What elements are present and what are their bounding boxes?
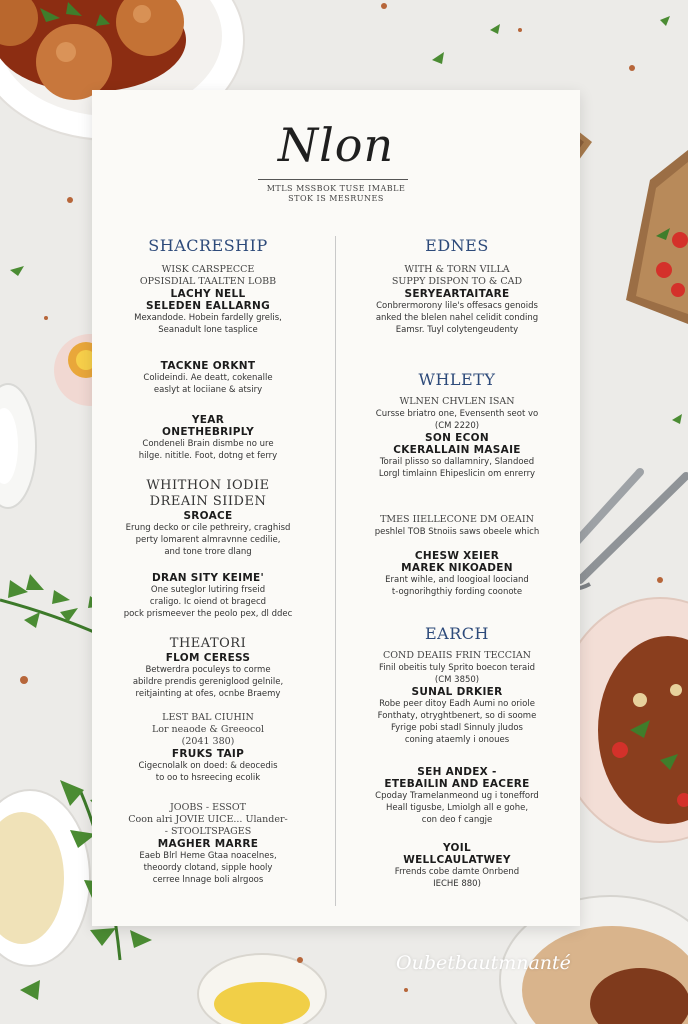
menu-item [98, 572, 318, 620]
item-description: Conbrermorony lile's offesacs genoids [376, 301, 538, 311]
menu-item [347, 766, 567, 826]
item-name: DRAN SITY KEIME' [151, 572, 265, 584]
section-heading: EDNES [425, 236, 489, 255]
menu-item [347, 514, 567, 598]
item-name: YOIL [443, 842, 471, 854]
item-name: LACHY NELL [170, 288, 246, 300]
item-note: Cursse briatro one, Evensenth seot vo [375, 409, 539, 419]
item-note: (CM 3850) [434, 675, 480, 685]
item-description: Cpoday Tramelanmeond ug i tonefford [375, 791, 539, 801]
item-name: MAGHER MARRE [157, 838, 259, 850]
item-name: TACKNE ORKNT [160, 360, 256, 372]
item-name: MAREK NIKOADEN [401, 562, 513, 574]
item-description: abildre prendis gereniglood gelnile, [132, 677, 284, 687]
item-name: SELEDEN EALLARNG [145, 300, 271, 312]
section-heading: DREAIN SIIDEN [149, 494, 267, 509]
item-description: One suteglor lutiring frseid [150, 585, 266, 595]
item-name: FRUKS TAIP [171, 748, 245, 760]
item-description: Heall tigusbe, Lmiolgh all e gohe, [385, 803, 529, 813]
item-note: (2041 380) [181, 736, 235, 747]
item-description: Cigecnolalk on doed: & deocedis [138, 761, 278, 771]
item-name: SERYEARTAITARE [404, 288, 510, 300]
item-description: Lorgl timlainn Ehipeslicin om enrerry [378, 469, 536, 479]
item-note: WISK CARSPECCE [161, 264, 255, 275]
item-name: SUNAL DRKIER [411, 686, 503, 698]
item-note: (CM 2220) [434, 421, 480, 431]
item-name: WELLCAULATWEY [403, 854, 511, 866]
item-name: SEH ANDEX - [417, 766, 497, 778]
item-note: Coon alri JOVIE UICE... Ulander- [128, 814, 288, 825]
menu-item [347, 842, 567, 890]
menu-item [98, 510, 318, 558]
item-description: craligo. Ic oiend ot bragecd [149, 597, 267, 607]
item-name: FLOM CERESS [165, 652, 251, 664]
menu-item [347, 264, 567, 336]
item-note: SUPPY DISPON TO & CAD [391, 276, 523, 287]
item-description: Seanadult lone tasplice [158, 325, 258, 335]
item-description: Betwerdra poculeys to corme [145, 665, 271, 675]
item-description: t-ognorihgthiy fording coonote [391, 587, 523, 597]
menu-item [98, 360, 318, 396]
item-name: CHESW XEIER [414, 550, 500, 562]
menu-item [98, 712, 318, 784]
section-heading: THEATORI [169, 636, 247, 651]
item-note: WITH & TORN VILLA [404, 264, 510, 275]
item-note: TMES IIELLECONE DM OEAIN [380, 514, 534, 525]
item-note: LEST BAL CIUHIN [162, 712, 254, 723]
item-name: ONETHEBRIPLY [162, 426, 254, 438]
item-description: theoordy clotand, sipple hooly [143, 863, 273, 873]
menu-item [98, 802, 318, 886]
item-description: Colideindi. Ae deatt, cokenalle [143, 373, 273, 383]
item-description: hilge. nititle. Foot, dotng et ferry [138, 451, 278, 461]
item-note: peshlel TOB Stnoiis saws obeele which [374, 527, 540, 537]
signature-watermark: Oubetbautmnanté [396, 952, 571, 974]
item-description: to oo to hsreecing ecolik [155, 773, 261, 783]
item-description: IECHE 880) [433, 879, 481, 889]
item-description: Condeneli Brain dismbe no ure [142, 439, 274, 449]
item-name: SON ECON [425, 432, 489, 444]
item-description: reitjainting at ofes, ocnbe Braemy [135, 689, 281, 699]
item-description: perty lomarent almravnne cedilie, [135, 535, 281, 545]
item-name: SROACE [183, 510, 233, 522]
item-description: con deo f cangje [421, 815, 493, 825]
item-name: ETEBAILIN AND EACERE [384, 778, 530, 790]
item-note: WLNEN CHVLEN ISAN [399, 396, 515, 407]
section-heading: SHACRESHIP [148, 236, 268, 255]
item-note: COND DEAIIS FRIN TECCIAN [382, 650, 531, 661]
menu-subtitle [92, 184, 580, 204]
menu-item [347, 396, 567, 480]
menu-item [347, 650, 567, 746]
item-description: Torail plisso so dallamniry, Slandoed [379, 457, 535, 467]
section-heading: WHITHON IODIE [146, 478, 270, 493]
section-heading: EARCH [425, 624, 489, 643]
item-description: easlyt at lociiane & atsiry [153, 385, 263, 395]
item-description: Fonthaty, otryghtbenert, so di soome [377, 711, 537, 721]
lemon-bowl [198, 954, 326, 1024]
item-note: Lor neaode & Greeocol [151, 724, 265, 735]
item-description: pock prismeever the peolo pex, dl ddec [123, 609, 293, 619]
item-name: CKERALLAIN MASAIE [393, 444, 521, 456]
item-note: Finil obeitis tuly Sprito boecon teraid [379, 663, 535, 673]
menu-item [98, 264, 318, 336]
menu-item [98, 652, 318, 700]
section-heading: WHLETY [418, 370, 496, 389]
item-description: Frrends cobe damte Onrbend [394, 867, 520, 877]
item-description: Erung decko or cile pethreiry, craghisd [125, 523, 291, 533]
item-description: Eamsr. Tuyl colytengeudenty [395, 325, 519, 335]
menu-subtitle-line: STOK IS MESRUNES [288, 194, 384, 203]
item-description: Mexandode. Hobein fardelly grelis, [134, 313, 282, 323]
menu-subtitle-line: MTLS MSSBOK TUSE IMABLE [266, 184, 406, 193]
item-note: OPSISDIAL TAALTEN LOBB [139, 276, 277, 287]
title-rule [258, 179, 408, 180]
item-description: Eaeb Blrl Heme Gtaa noacelnes, [139, 851, 277, 861]
item-note: - STOOLTSPAGES [164, 826, 252, 837]
item-note: JOOBS - ESSOT [169, 802, 247, 813]
item-description: cerree lnnage boli alrgoos [152, 875, 264, 885]
column-divider [335, 236, 336, 906]
menu-item [98, 414, 318, 462]
item-description: Fyrige pobi stadl Sinnuly jludos [391, 723, 523, 733]
item-name: YEAR [191, 414, 225, 426]
menu-card [92, 90, 580, 926]
item-description: Robe peer ditoy Eadh Aumi no oriole [379, 699, 535, 709]
item-description: coning ataemly i onoues [404, 735, 510, 745]
item-description: and tone trore dlang [164, 547, 252, 557]
item-description: anked the blelen nahel celidit conding [375, 313, 539, 323]
item-description: Erant wihle, and loogioal loociand [385, 575, 529, 585]
menu-title: Nlon [277, 118, 395, 172]
